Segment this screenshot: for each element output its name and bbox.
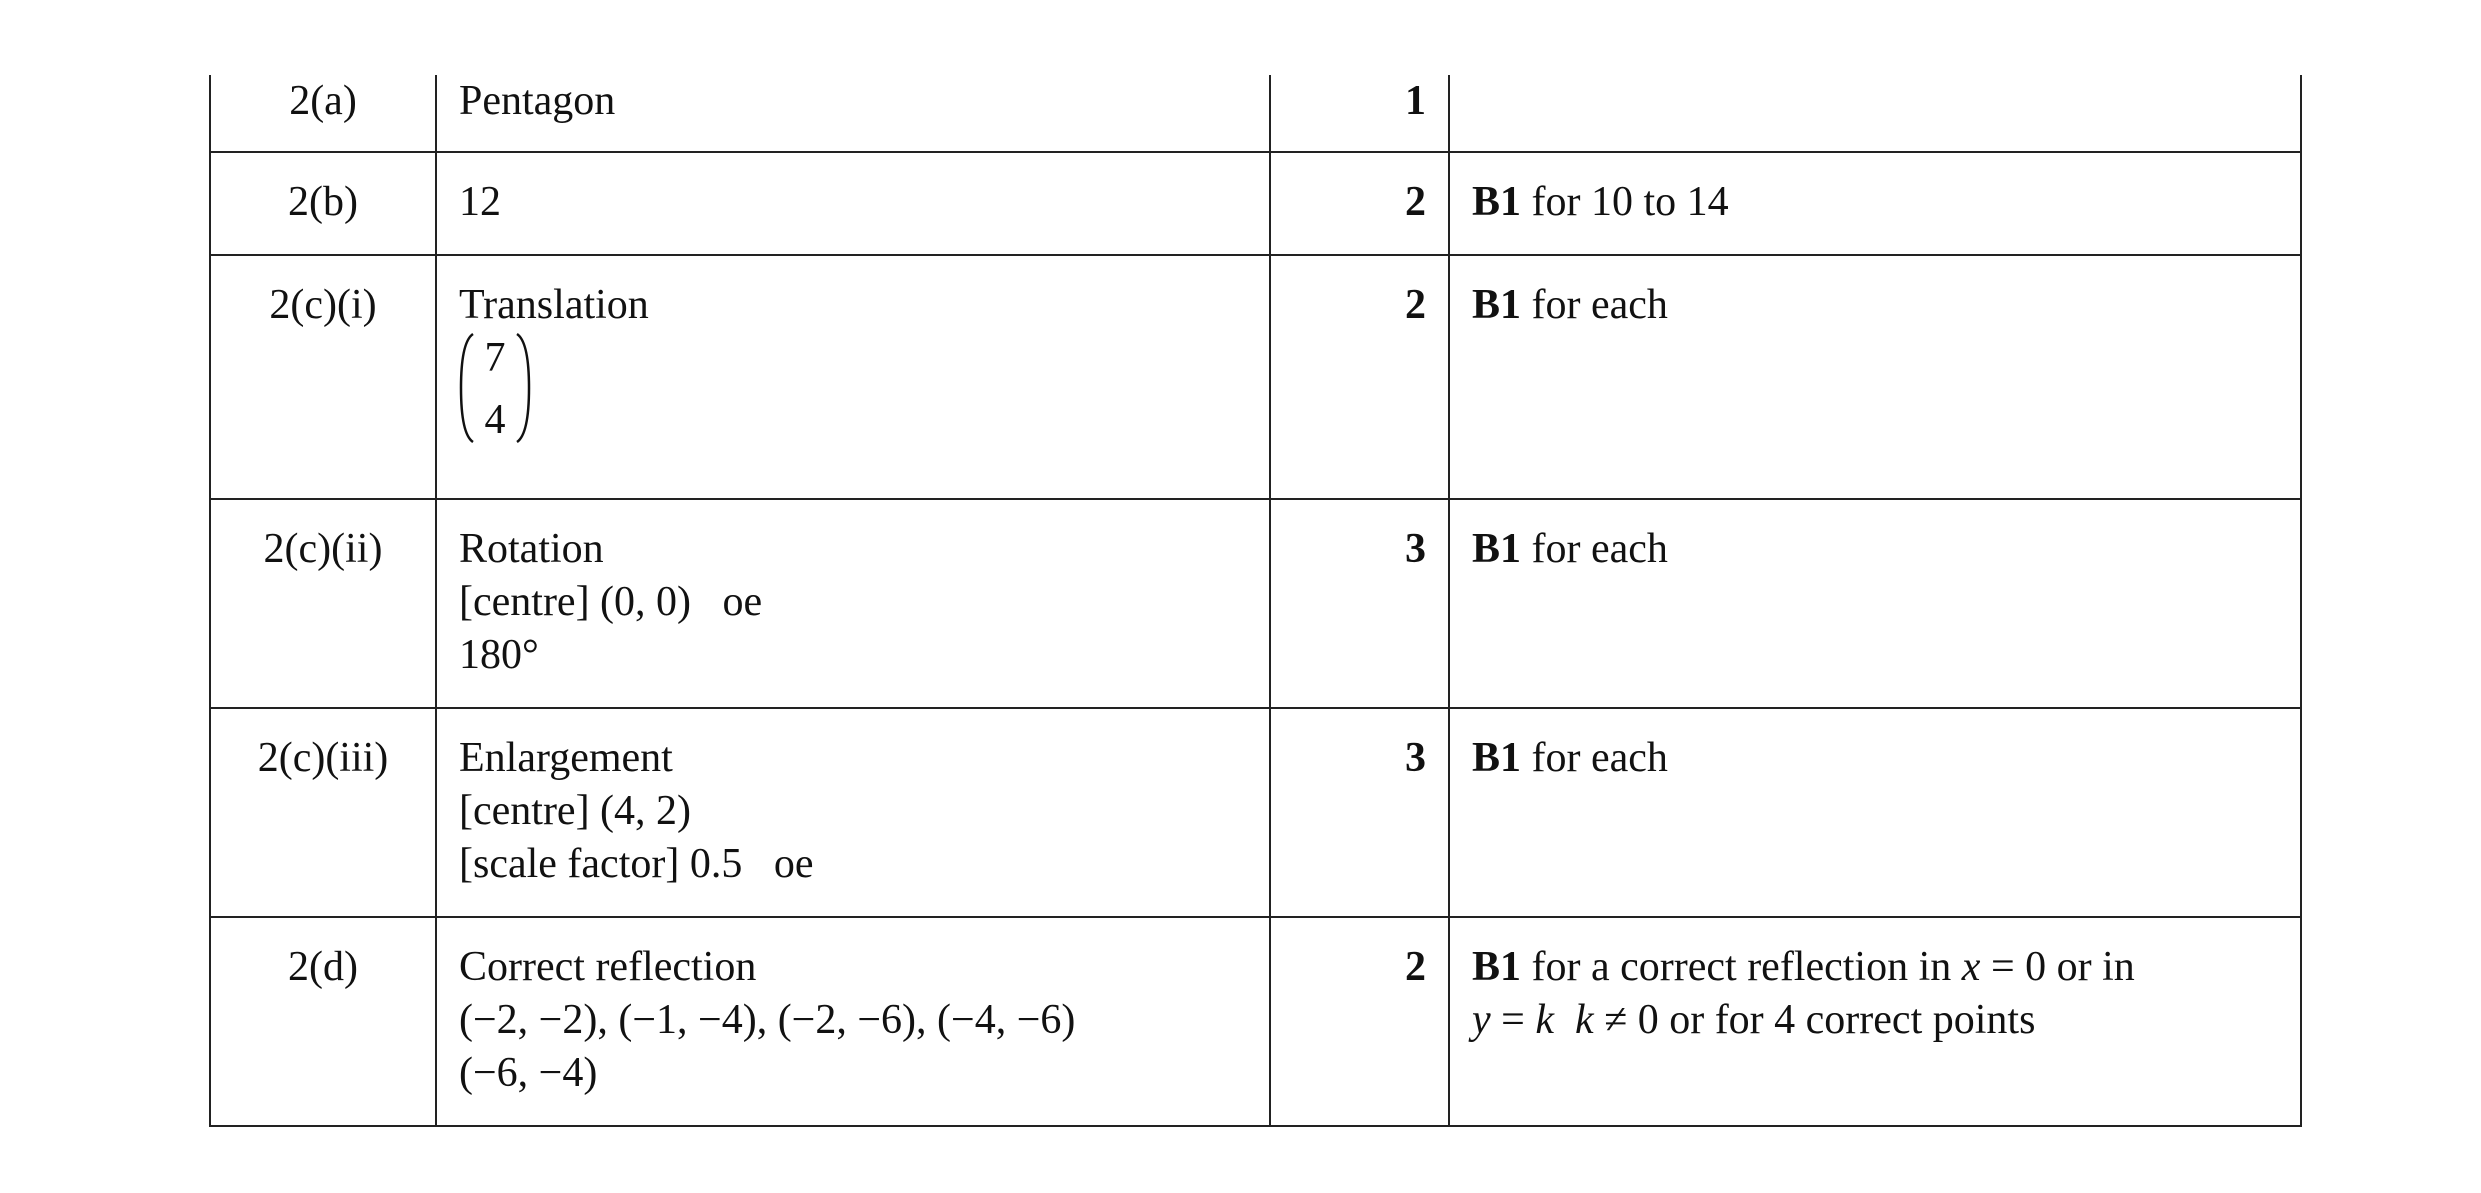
guidance-text: for each xyxy=(1521,526,1668,572)
question-number xyxy=(210,255,436,499)
marks-value: 3 xyxy=(1405,735,1426,781)
marks-cell xyxy=(1270,708,1449,917)
question-label: 2(c)(ii) xyxy=(263,526,383,572)
answer-cell xyxy=(436,917,1270,1126)
guidance-line xyxy=(1472,941,2278,994)
guidance-text: for 10 to 14 xyxy=(1521,179,1729,225)
table-row xyxy=(210,152,2301,255)
guidance-text xyxy=(1554,997,1575,1043)
question-number xyxy=(210,152,436,255)
variable-y: y xyxy=(1472,997,1491,1043)
guidance-text: for each xyxy=(1521,282,1668,328)
answer-cell xyxy=(436,499,1270,708)
guidance-cell xyxy=(1449,499,2301,708)
marks-value: 3 xyxy=(1405,526,1426,572)
question-number xyxy=(210,708,436,917)
answer-cell xyxy=(436,255,1270,499)
guidance-text: = xyxy=(1490,997,1536,1043)
guidance-mark-code: B1 xyxy=(1472,282,1522,328)
marks-cell xyxy=(1270,499,1449,708)
guidance-text: = 0 or in xyxy=(1980,944,2135,990)
guidance-text: for each xyxy=(1521,735,1668,781)
answer-line: [centre] (0, 0) oe xyxy=(459,579,763,625)
answer-cell xyxy=(436,75,1270,152)
vector-top: 7 xyxy=(484,335,506,381)
guidance-cell xyxy=(1449,917,2301,1126)
guidance-mark-code: B1 xyxy=(1472,526,1522,572)
table-row xyxy=(210,75,2301,152)
guidance-mark-code: B1 xyxy=(1472,944,1522,990)
guidance-cell xyxy=(1449,708,2301,917)
marks-value: 2 xyxy=(1405,944,1426,990)
guidance-text: for a correct reflection in xyxy=(1521,944,1962,990)
guidance-text: ≠ 0 or for 4 correct points xyxy=(1593,997,2036,1043)
answer-line: Pentagon xyxy=(459,78,616,124)
guidance-mark-code: B1 xyxy=(1472,179,1522,225)
variable-k: k xyxy=(1535,997,1554,1043)
question-label: 2(d) xyxy=(288,944,358,990)
answer-line: Enlargement xyxy=(459,735,673,781)
marks-cell xyxy=(1270,75,1449,152)
guidance-line xyxy=(1472,994,2278,1047)
marks-value: 1 xyxy=(1405,78,1426,124)
question-number xyxy=(210,917,436,1126)
marks-cell xyxy=(1270,917,1449,1126)
question-label: 2(a) xyxy=(289,78,357,124)
answer-line: Rotation xyxy=(459,526,604,572)
mark-scheme-table xyxy=(209,75,2302,1127)
marks-value: 2 xyxy=(1405,179,1426,225)
answer-line: (−2, −2), (−1, −4), (−2, −6), (−4, −6) xyxy=(459,997,1076,1043)
answer-line: (−6, −4) xyxy=(459,1050,598,1096)
answer-cell xyxy=(436,152,1270,255)
guidance-mark-code: B1 xyxy=(1472,735,1522,781)
variable-x: x xyxy=(1961,944,1981,990)
answer-line: 180° xyxy=(459,632,539,678)
answer-line: [centre] (4, 2) xyxy=(459,788,692,834)
guidance-cell xyxy=(1449,152,2301,255)
table-row xyxy=(210,499,2301,708)
marks-cell xyxy=(1270,152,1449,255)
question-label: 2(c)(iii) xyxy=(257,735,389,781)
column-vector xyxy=(459,332,531,444)
question-number xyxy=(210,499,436,708)
guidance-cell xyxy=(1449,255,2301,499)
marks-value: 2 xyxy=(1405,282,1426,328)
variable-k: k xyxy=(1575,997,1594,1043)
vector-bottom: 4 xyxy=(484,397,506,443)
table-row xyxy=(210,708,2301,917)
question-label: 2(b) xyxy=(288,179,358,225)
question-number xyxy=(210,75,436,152)
table-row xyxy=(210,255,2301,499)
answer-line: 12 xyxy=(459,179,501,225)
answer-line: [scale factor] 0.5 oe xyxy=(459,841,814,887)
answer-line: Correct reflection xyxy=(459,944,757,990)
answer-cell xyxy=(436,708,1270,917)
marks-cell xyxy=(1270,255,1449,499)
table-row xyxy=(210,917,2301,1126)
answer-line: Translation xyxy=(459,282,649,328)
question-label: 2(c)(i) xyxy=(269,282,377,328)
guidance-cell xyxy=(1449,75,2301,152)
